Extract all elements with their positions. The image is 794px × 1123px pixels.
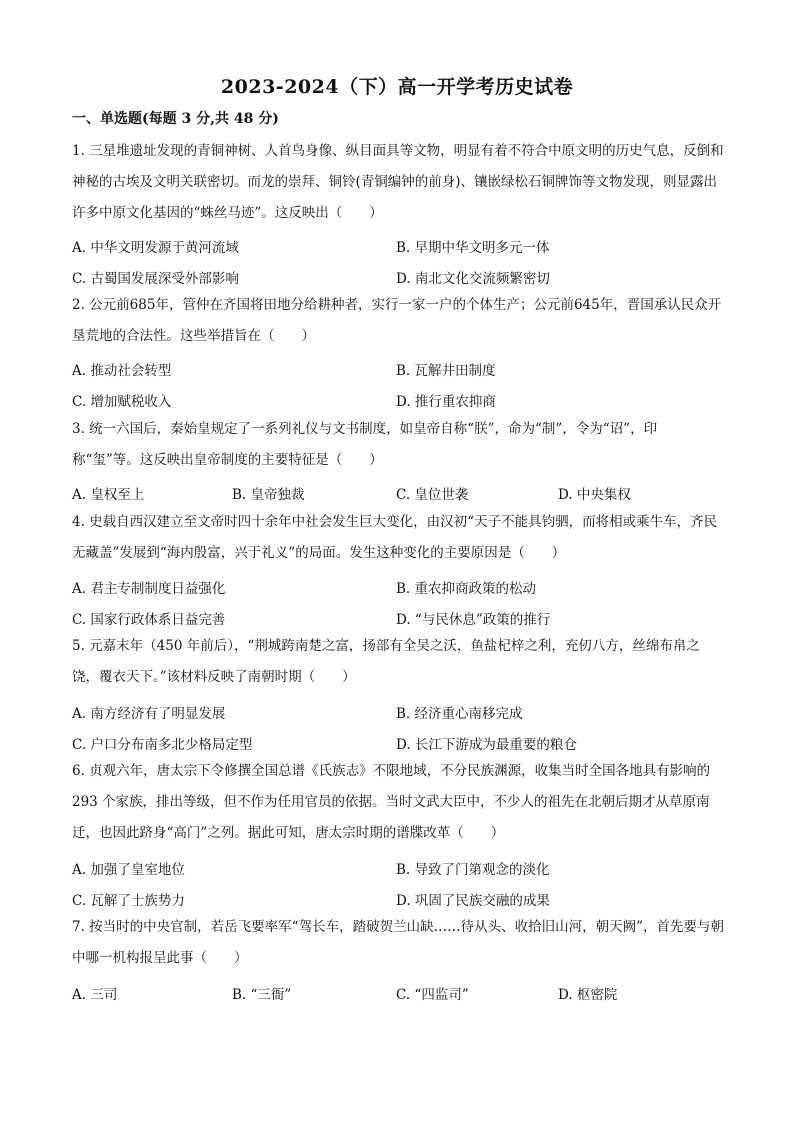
option-d: D. “与民休息”政策的推行	[396, 612, 551, 628]
option-d: D. 中央集权	[558, 487, 631, 503]
option-a: A. 皇权至上	[72, 487, 145, 503]
question-4	[72, 507, 724, 569]
option-c: C. 户口分布南多北少格局定型	[72, 737, 253, 753]
question-stem: 7. 按当时的中央官制，若岳飞要率军“驾长车，踏破贺兰山缺……待从头、收拾旧山河，朝天阙”，首先要与朝中哪一机构报呈此事（ ）	[72, 919, 724, 966]
question-stem: 6. 贞观六年，唐太宗下令修撰全国总谱《氏族志》不限地域，不分民族渊源，收集当时全国各地具有影响的 293 个家族，排出等级，但不作为任用官员的依据。当时文武大臣中，不少人的祖先在北朝后期才从草原南迁，也因此跻身“高门”之列。据此可知，唐太宗时期的谱牒改革（ ）	[72, 763, 711, 841]
option-a: A. 加强了皇室地位	[72, 862, 185, 878]
question-stem: 5. 元嘉末年（450 年前后），“荆城跨南楚之富，扬部有全吴之沃，鱼盐杞梓之利，充仞八方，丝绵布帛之饶，覆衣天下。”该材料反映了南朝时期（ ）	[72, 638, 700, 685]
question-3	[72, 414, 724, 476]
question-2	[72, 290, 724, 352]
option-a: A. 中华文明发源于黄河流域	[72, 240, 239, 256]
option-a: A. 君主专制制度日益强化	[72, 581, 226, 597]
option-a: A. 推动社会转型	[72, 363, 172, 379]
option-b: B. 早期中华文明多元一体	[396, 240, 550, 256]
option-d: D. 巩固了民族交融的成果	[396, 893, 550, 909]
section-heading: 一、单选题(每题 3 分,共 48 分)	[72, 111, 279, 127]
option-c: C. 瓦解了士族势力	[72, 893, 185, 909]
question-stem: 4. 史载自西汉建立至文帝时四十余年中社会发生巨大变化，由汉初“天子不能具钧驷，而将相或乘牛车，齐民无藏盖”发展到“海内殷富，兴于礼义”的局面。发生这种变化的主要原因是（ ）	[72, 514, 718, 561]
question-stem: 1. 三星堆遗址发现的青铜神树、人首鸟身像、纵目面具等文物，明显有着不符合中原文明的历史气息，反倒和神秘的古埃及文明关联密切。而龙的崇拜、铜铃(青铜编钟的前身)、镶嵌绿松石铜牌饰等文物发现，则显露出许多中原文化基因的“蛛丝马迹”。这反映出（ ）	[72, 143, 724, 221]
question-5	[72, 631, 724, 693]
question-6	[72, 756, 724, 849]
option-b: B. 瓦解井田制度	[396, 363, 496, 379]
option-c: C. 皇位世袭	[396, 487, 469, 503]
option-b: B. “三衙”	[232, 987, 292, 1003]
option-d: D. 推行重农抑商	[396, 394, 496, 410]
option-b: B. 皇帝独裁	[232, 487, 305, 503]
option-a: A. 三司	[72, 987, 118, 1003]
question-stem: 2. 公元前685年，管仲在齐国将田地分给耕种者，实行一家一户的个体生产；公元前645年，晋国承认民众开垦荒地的合法性。这些举措旨在（ ）	[72, 297, 722, 344]
exam-title: 2023-2024（下）高一开学考历史试卷	[220, 76, 574, 98]
option-d: D. 南北文化交流频繁密切	[396, 271, 550, 287]
option-b: B. 重农抑商政策的松动	[396, 581, 537, 597]
option-b: B. 导致了门第观念的淡化	[396, 862, 550, 878]
option-d: D. 枢密院	[558, 987, 618, 1003]
option-c: C. “四监司”	[396, 987, 469, 1003]
question-1	[72, 136, 724, 229]
question-7	[72, 912, 724, 974]
option-c: C. 增加赋税收入	[72, 394, 172, 410]
option-c: C. 国家行政体系日益完善	[72, 612, 226, 628]
option-d: D. 长江下游成为最重要的粮仓	[396, 737, 577, 753]
option-a: A. 南方经济有了明显发展	[72, 706, 226, 722]
option-c: C. 古蜀国发展深受外部影响	[72, 271, 239, 287]
option-b: B. 经济重心南移完成	[396, 706, 523, 722]
question-stem: 3. 统一六国后，秦始皇规定了一系列礼仪与文书制度，如皇帝自称“朕”，命为“制”，令为“诏”，印称“玺”等。这反映出皇帝制度的主要特征是（ ）	[72, 421, 658, 468]
